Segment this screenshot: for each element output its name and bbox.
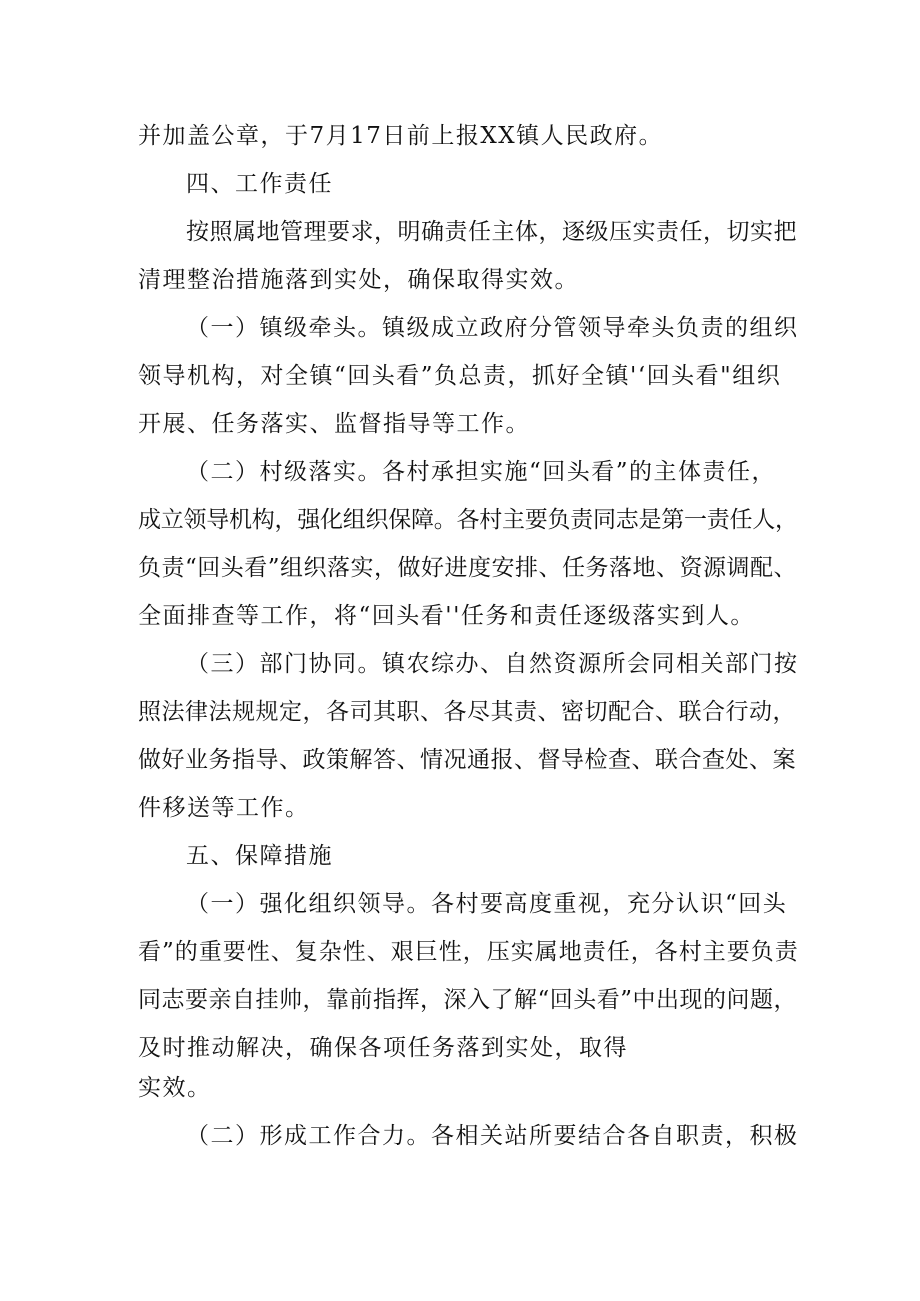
text-line-8: （二）村级落实。各村承担实施“回头看”的主体责任，: [186, 459, 777, 485]
text-line-12: （三）部门协同。镇农综办、自然资源所会同相关部门按: [186, 651, 799, 677]
text-line-11: 全面排查等工作，将“回头看''任务和责任逐级落实到人。: [138, 603, 755, 629]
text-line-1: 并加盖公章，于7月17日前上报XX镇人民政府。: [138, 123, 664, 149]
text-line-15: 件移送等工作。: [138, 795, 310, 821]
section-heading-5: 五、保障措施: [186, 843, 333, 869]
text-line-14: 做好业务指导、政策解答、情况通报、督导检查、联合查处、案: [138, 747, 796, 773]
text-line-10: 负责“回头看”组织落实，做好进度安排、任务落地、资源调配、: [138, 555, 798, 581]
text-line-3: 按照属地管理要求，明确责任主体，逐级压实责任，切实把: [186, 219, 797, 245]
text-line-20: 及时推动解决，确保各项任务落到实处，取得: [138, 1035, 628, 1061]
text-line-6: 领导机构，对全镇“回头看”负总责，抓好全镇'‘回头看"组织: [138, 363, 782, 389]
text-line-13: 照法律法规规定，各司其职、各尽其责、密切配合、联合行动，: [138, 699, 796, 725]
text-line-7: 开展、任务落实、监督指导等工作。: [138, 411, 530, 437]
section-heading-4: 四、工作责任: [186, 171, 333, 197]
text-line-4: 清理整治措施落到实处，确保取得实效。: [138, 267, 579, 293]
text-line-17: （一）强化组织领导。各村要高度重视，充分认识“回头: [186, 891, 788, 917]
text-line-19: 同志要亲自挂帅，靠前指挥，深入了解“回头看”中出现的问题，: [138, 987, 798, 1013]
text-line-18: 看”的重要性、复杂性、艰巨性，压实属地责任，各村主要负责: [138, 939, 799, 965]
text-line-9: 成立领导机构，强化组织保障。各村主要负责同志是第一责任人，: [138, 507, 798, 533]
text-line-21: 实效。: [138, 1075, 212, 1101]
text-line-5: （一）镇级牵头。镇级成立政府分管领导牵头负责的组织: [186, 315, 799, 341]
text-line-22: （二）形成工作合力。各相关站所要结合各自职责，积极: [186, 1123, 799, 1149]
